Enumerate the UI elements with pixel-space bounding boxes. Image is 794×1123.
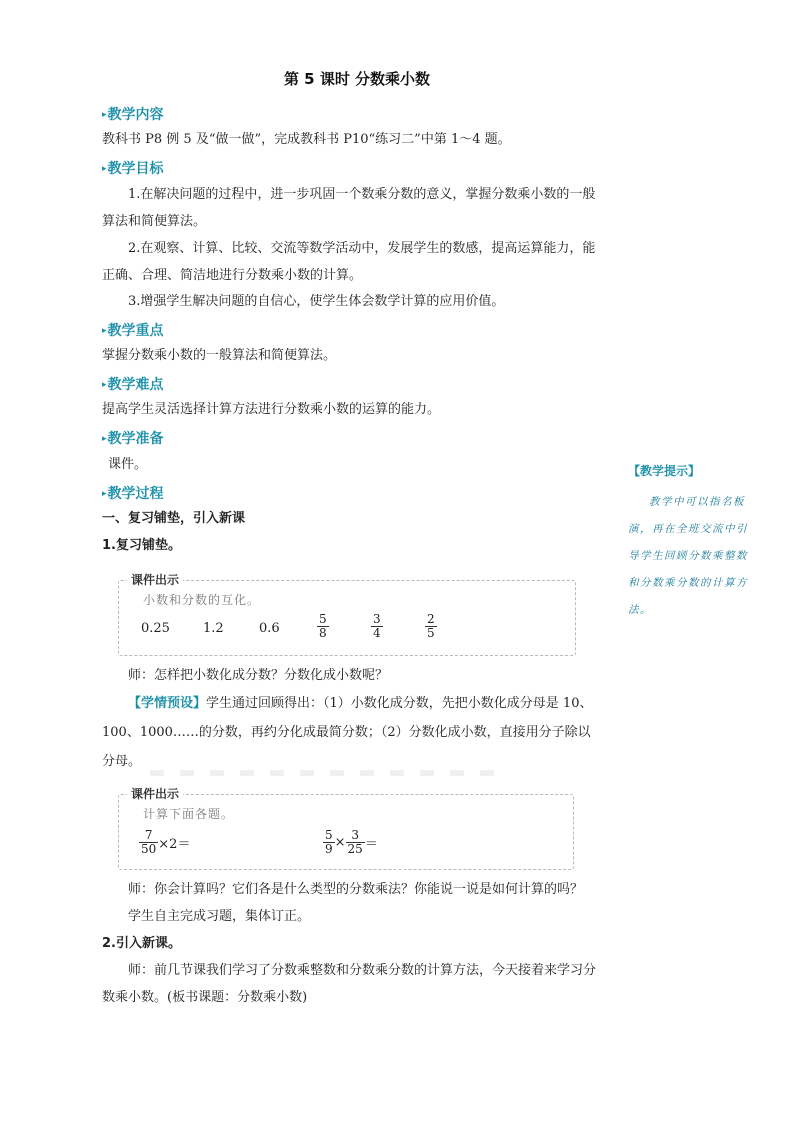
key-text: 掌握分数乘小数的一般算法和简便算法。 [102, 348, 337, 363]
teaching-tip-sidebar [628, 462, 754, 624]
section-label: 教学重点 [107, 323, 164, 339]
denominator: 50 [141, 842, 157, 856]
box-label: 课件出示 [127, 785, 183, 802]
preview-text: 学生通过回顾得出：（1）小数化成分数，先把小数化成分母是 10、100、1000……的分数，再约分化成最简分数；（2）分数化成小数，直接用分子除以分母。 [102, 696, 593, 769]
prep-text: 课件。 [108, 457, 148, 472]
expression-tail: ＝ [364, 837, 378, 852]
decimal-value: 0.6 [259, 621, 280, 636]
preview-paragraph [102, 689, 602, 776]
triangle-marker-icon: ▸ [102, 489, 107, 499]
decimal-value: 1.2 [203, 621, 224, 636]
courseware-box-2 [118, 787, 574, 870]
numerator: 5 [325, 828, 333, 842]
triangle-marker-icon: ▸ [102, 110, 107, 120]
numerator: 2 [427, 612, 435, 626]
faint-scan-line [150, 770, 510, 776]
expression-2 [323, 829, 378, 856]
teacher-question-2: 师：你会计算吗？它们各是什么类型的分数乘法？你能说一说是如何计算的吗？ [128, 882, 584, 897]
operator: × [334, 835, 346, 850]
goal-item: 2.在观察、计算、比较、交流等数学活动中，发展学生的数感，提高运算能力，能正确、合理、简洁地进行分数乘小数的计算。 [102, 241, 596, 283]
teacher-intro: 师：前几节课我们学习了分数乘整数和分数乘分数的计算方法，今天接着来学习分数乘小数。(板书课题：分数乘小数) [102, 963, 597, 1005]
numerator: 5 [319, 612, 327, 626]
tip-text: 教学中可以指名板演，再在全班交流中引导学生回顾分数乘整数和分数乘分数的计算方法。 [628, 496, 748, 616]
denominator: 8 [319, 626, 327, 640]
fraction [425, 613, 437, 640]
part1-heading: 一、复习铺垫，引入新课 [102, 511, 246, 526]
teacher-question-1: 师：怎样把小数化成分数？分数化成小数呢？ [128, 668, 389, 683]
page-title: 第 5 课时 分数乘小数 [283, 70, 431, 88]
content-text: 教科书 P8 例 5 及“做一做”，完成教科书 P10“练习二”中第 1～4 题。 [102, 132, 511, 147]
section-heading-prep [102, 428, 164, 448]
fraction [323, 829, 335, 856]
fraction [346, 829, 365, 856]
fraction [317, 613, 329, 640]
section-heading-difficulty [102, 374, 164, 394]
section-label: 教学目标 [107, 161, 164, 177]
fraction [371, 613, 383, 640]
section-label: 教学内容 [107, 107, 164, 123]
numerator: 7 [144, 828, 153, 842]
denominator: 9 [325, 842, 333, 856]
denominator: 4 [373, 626, 381, 640]
difficulty-text: 提高学生灵活选择计算方法进行分数乘小数的运算的能力。 [102, 402, 441, 417]
numerator: 3 [351, 828, 359, 842]
section-heading-key [102, 320, 164, 340]
goal-item: 3.增强学生解决问题的自信心，使学生体会数学计算的应用价值。 [128, 294, 505, 309]
expression-tail: ×2＝ [158, 837, 191, 852]
fraction [139, 829, 158, 856]
denominator: 5 [427, 626, 435, 640]
step2-heading: 2.引入新课。 [102, 936, 181, 951]
triangle-marker-icon: ▸ [102, 380, 107, 390]
box-subtitle: 小数和分数的互化。 [143, 593, 261, 607]
box-label: 课件出示 [127, 571, 183, 588]
section-heading-content [102, 104, 164, 124]
step1-heading: 1.复习铺垫。 [102, 538, 181, 553]
box-subtitle: 计算下面各题。 [143, 807, 235, 821]
triangle-marker-icon: ▸ [102, 326, 107, 336]
section-heading-process [102, 483, 164, 503]
denominator: 25 [347, 842, 363, 856]
courseware-box-1 [118, 573, 576, 656]
section-label: 教学过程 [107, 486, 164, 502]
triangle-marker-icon: ▸ [102, 434, 107, 444]
section-heading-goals [102, 158, 164, 178]
goal-item: 1.在解决问题的过程中，进一步巩固一个数乘分数的意义，掌握分数乘小数的一般算法和简便算法。 [102, 187, 596, 229]
section-label: 教学准备 [107, 431, 164, 447]
student-activity: 学生自主完成习题，集体订正。 [128, 909, 311, 924]
section-label: 教学难点 [107, 377, 164, 393]
preview-tag: 【学情预设】 [128, 696, 207, 711]
tip-title: 【教学提示】 [628, 464, 701, 478]
triangle-marker-icon: ▸ [102, 164, 107, 174]
numerator: 3 [373, 612, 381, 626]
decimal-value: 0.25 [141, 621, 170, 636]
expression-1 [139, 829, 190, 856]
